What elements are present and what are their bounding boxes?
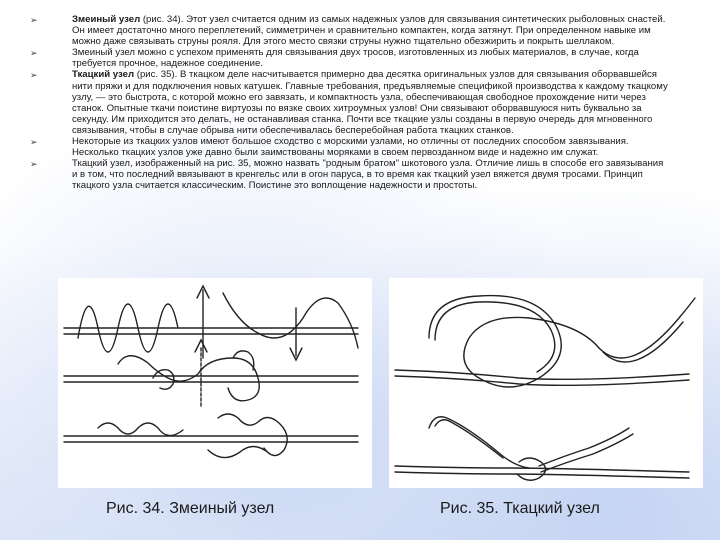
bullet-item <box>30 47 670 69</box>
figure-caption-35: Рис. 35. Ткацкий узел <box>440 500 600 517</box>
rope-loop <box>429 417 529 468</box>
bullet-item <box>30 69 670 136</box>
rope-curve <box>599 298 695 358</box>
rope-curve <box>541 434 633 472</box>
rope-loop <box>435 420 503 458</box>
bullet-text: Некоторые из ткацких узлов имеют большое сходство с морскими узлами, но отличны от последних способом завязывания. Несколько ткацких узлов уже давно были заимствованы моряками в своем первозданном виде и надежно им служат. <box>72 136 629 159</box>
bullet-heading: Змеиный узел <box>72 14 141 25</box>
bullet-item <box>30 158 670 191</box>
rope-loop <box>118 356 259 401</box>
bullet-text: Ткацкий узел, изображенный на рис. 35, можно назвать "родным братом" шкотового узла. Отличие лишь в способе его завязывания и в том, что последний ввязывают в кренгельс или в огон паруса, в то время как ткацкий узел вяжется двумя тросами. Принцип ткацкого узла считается классическим. Поистине это воплощение надежности и простоты. <box>72 158 664 192</box>
figure-caption-34: Рис. 34. Змеиный узел <box>106 500 275 517</box>
bullet-text: (рис. 34). Этот узел считается одним из самых надежных узлов для связывания синтетических рыболовных снастей. Он имеет достаточно много переплетений, симметричен и сравнительно компактен, когда затянут. При определенном навыке им можно даже связывать струны рояля. Для этого место связки струны нужно тщательно обезжирить и покрыть шеллаком. <box>72 14 666 48</box>
arrowhead-bullet-icon: ➢ <box>30 137 38 148</box>
arrowhead-bullet-icon: ➢ <box>30 70 38 81</box>
rope-loop <box>218 414 287 456</box>
bullet-item <box>30 14 670 47</box>
rope-curve <box>223 293 358 348</box>
arrowhead-bullet-icon: ➢ <box>30 15 38 25</box>
bullet-text: (рис. 35). В ткацком деле насчитывается примерно два десятка оригинальных узлов для связывания оборвавшейся нити пряжи и для подключения новых катушек. Главные требования, предъявляемые спецификой производства к каждому ткацкому узлу, — это быстрота, с которой можно его завязать, и компактность узла, обеспечивающая свободное прохождение нити через станок. Опытные ткачи поистине виртуозы по вязке своих хитроумных узлов! Они связывают оборвавшуюся нить буквально за секунду. Им приходится это делать, не останавливая станка. Почти все ткацкие узлы созданы в первую очередь для мгновенного связывания, чтобы в случае обрыва нити обеспечивалась бесперебойная работа ткацких станков. <box>72 69 668 136</box>
arrowhead-bullet-icon: ➢ <box>30 159 38 170</box>
bullet-text: Змеиный узел можно с успехом применять для связывания двух тросов, изготовленных из любых материалов, в случае, когда требуется прочное, надежное соединение. <box>72 47 639 70</box>
bullet-list <box>30 14 670 192</box>
weavers-knot-drawing <box>389 278 703 488</box>
rope-loop <box>208 446 270 457</box>
knot <box>517 458 546 480</box>
rope-wave <box>98 423 183 436</box>
rope-loop <box>435 302 555 372</box>
snake-knot-drawing <box>58 278 372 488</box>
rope-curve <box>539 428 629 466</box>
bullet-heading: Ткацкий узел <box>72 69 135 81</box>
bullet-item <box>30 136 670 158</box>
arrowhead-bullet-icon: ➢ <box>30 48 38 59</box>
